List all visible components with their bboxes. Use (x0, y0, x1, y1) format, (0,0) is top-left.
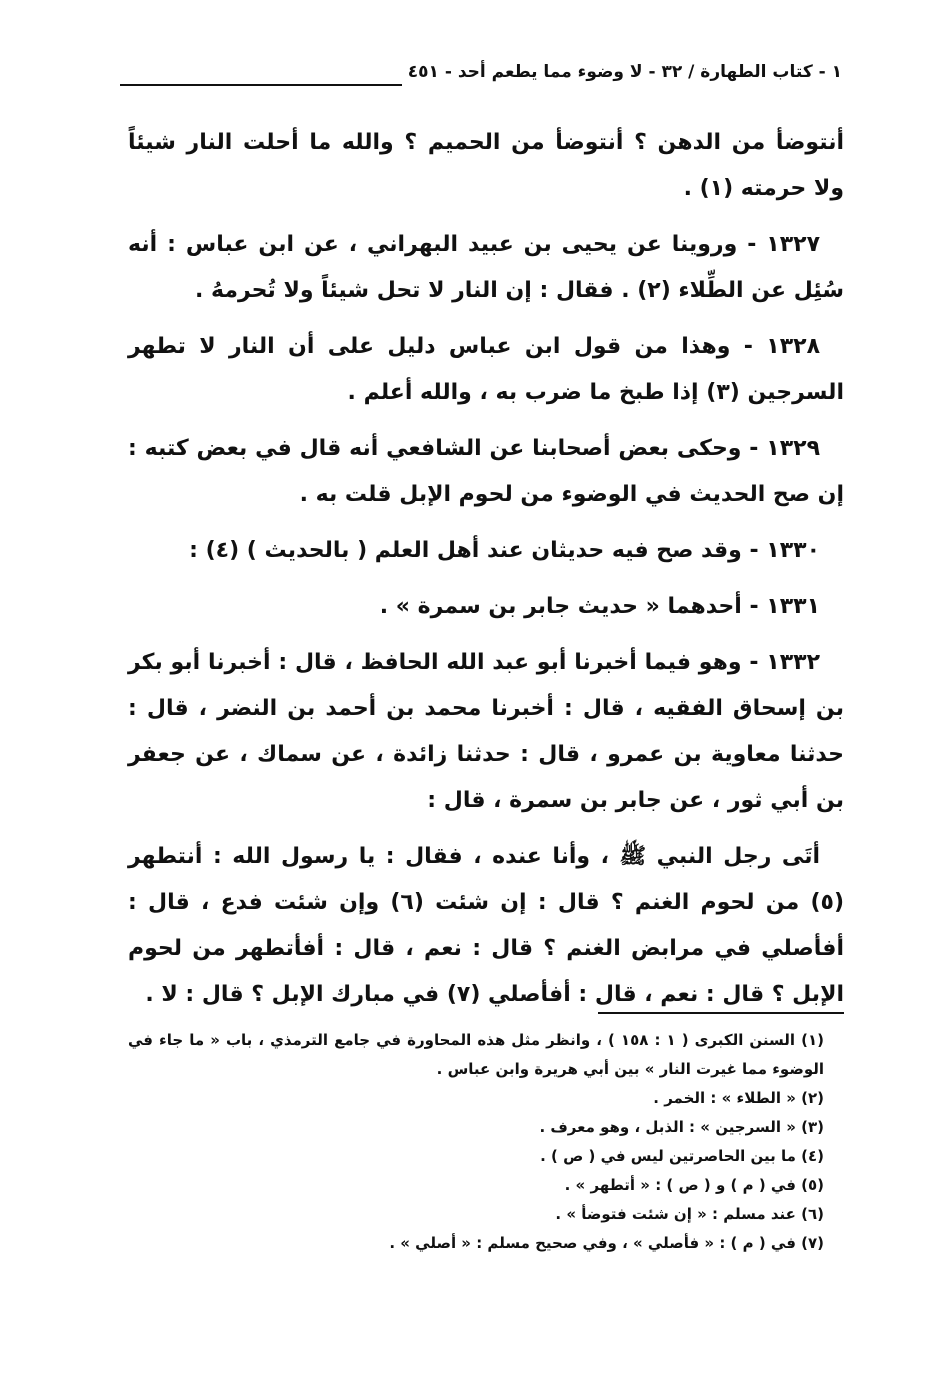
footnotes (128, 1026, 842, 1258)
footnote: (٧) في ( م ) : « فأصلي » ، وفي صحيح مسلم : « أصلي » . (389, 1234, 824, 1252)
paragraph: ١٣٣٠ - وقد صح فيه حديثان عند أهل العلم ( بالحديث ) (٤) : (189, 538, 820, 563)
paragraph: ١٣٣٢ - وهو فيما أخبرنا أبو عبد الله الحافظ ، قال : أخبرنا أبو بكر بن إسحاق الفقيه ، قال : أخبرنا محمد بن أحمد بن النضر ، قال : حدثنا معاوية بن عمرو ، قال : حدثنا زائدة ، عن سماك ، عن جعفر بن أبي ثور ، عن جابر بن سمرة ، قال : (128, 650, 844, 813)
footnote: (٢) « الطلاء » : الخمر . (653, 1089, 824, 1107)
paragraph: ١٣٢٩ - وحكى بعض أصحابنا عن الشافعي أنه قال في بعض كتبه : إن صح الحديث في الوضوء من لحوم الإبل قلت به . (128, 436, 844, 507)
header-rule (120, 84, 402, 86)
paragraph: ١٣٣١ - أحدهما « حديث جابر بن سمرة » . (379, 594, 820, 619)
paragraph: أنتوضأ من الدهن ؟ أنتوضأ من الحميم ؟ والله ما أحلت النار شيئاً ولا حرمته (١) . (128, 130, 844, 201)
footnote: (٣) « السرجين » : الذبل ، وهو معرف . (539, 1118, 824, 1136)
running-header (120, 62, 842, 102)
footnote-rule (598, 1012, 844, 1014)
paragraph: ١٣٢٧ - وروينا عن يحيى بن عبيد البهراني ، عن ابن عباس : أنه سُئِل عن الطِّلاء (٢) . فقال : إن النار لا تحل شيئاً ولا تُحرمهُ . (128, 232, 844, 303)
paragraph: ١٣٢٨ - وهذا من قول ابن عباس دليل على أن النار لا تطهر السرجين (٣) إذا طبخ ما ضرب به ، والله أعلم . (128, 334, 844, 405)
footnote: (٥) في ( م ) و ( ص ) : « أتطهر » . (564, 1176, 824, 1194)
paragraph: أتَى رجل النبي ﷺ ، وأنا عنده ، فقال : يا رسول الله : أنتطهر (٥) من لحوم الغنم ؟ قال : إن شئت (٦) وإن شئت فدع ، قال : أفأصلي في مرابض الغنم ؟ قال : نعم ، قال : أفأتطهر من لحوم الإبل ؟ قال : نعم ، قال : أفأصلي (٧) في مبارك الإبل ؟ قال : لا . (128, 844, 844, 1007)
footnote: (٦) عند مسلم : « إن شئت فتوضأ » . (555, 1205, 824, 1223)
footnote: (٤) ما بين الحاصرتين ليس في ( ص ) . (540, 1147, 824, 1165)
footnote: (١) السنن الكبرى ( ١ : ١٥٨ ) ، وانظر مثل هذه المحاورة في جامع الترمذي ، باب « ما جاء في الوضوء مما غيرت النار » بين أبي هريرة وابن عباس . (128, 1031, 824, 1078)
header-title: ١ - كتاب الطهارة / ٣٢ - لا وضوء مما يطعم أحد - ٤٥١ (407, 62, 842, 82)
main-text (128, 120, 844, 1028)
